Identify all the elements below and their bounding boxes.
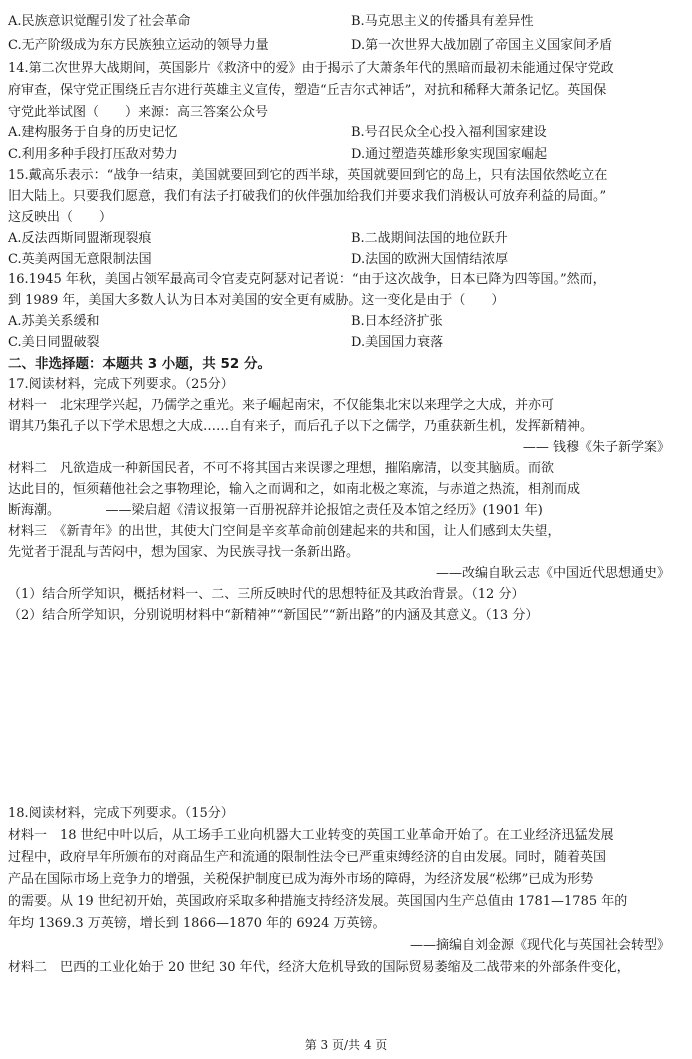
q16-option-b: B.日本经济扩张 bbox=[351, 314, 443, 329]
q13-option-d: D.第一次世界大战加剧了帝国主义国家间矛盾 bbox=[351, 38, 613, 53]
q16-option-c: C.美日同盟破裂 bbox=[8, 335, 100, 350]
q17-intro: 17.阅读材料，完成下列要求。（25分） bbox=[8, 377, 234, 392]
q17-question-2: （2）结合所学知识，分别说明材料中“新精神”“新国民”“新出路”的内涵及其意义。（13 分） bbox=[8, 608, 539, 623]
q15-stem-line: 15.戴高乐表示：“战争一结束，美国就要回到它的西半球，英国就要回到它的岛上，只有法国依然屹立在 bbox=[8, 168, 608, 183]
q13-option-b: B.马克思主义的传播具有差异性 bbox=[351, 14, 534, 29]
q15-option-a: A.反法西斯同盟渐现裂痕 bbox=[8, 231, 152, 246]
q18-material-1-line: 的需要。从 19 世纪初开始，英国政府采取多种措施支持经济发展。英国国内生产总值由 1781—1785 年的 bbox=[8, 894, 628, 909]
q18-material-1-line: 材料一 18 世纪中叶以后，从工场手工业向机器大工业转变的英国工业革命开始了。在工业经济迅猛发展 bbox=[8, 828, 614, 843]
q16-stem-line: 到 1989 年，美国大多数人认为日本对美国的安全更有威胁。这一变化是由于（ ） bbox=[8, 293, 505, 308]
section-2-heading: 二、非选择题：本题共 3 小题，共 52 分。 bbox=[8, 356, 271, 372]
q13-option-a: A.民族意识觉醒引发了社会革命 bbox=[8, 14, 191, 29]
q15-stem-line: 旧大陆上。只要我们愿意，我们有法子打破我们的伙伴强加给我们并要求我们消极认可放弃利益的局面。” bbox=[8, 189, 607, 204]
q14-option-row bbox=[8, 125, 688, 141]
q17-material-2-line: 断海潮。 ——梁启超《清议报第一百册祝辞并论报馆之责任及本馆之经历》(1901 年) bbox=[8, 503, 543, 518]
q17-material-1-line: 材料一 北宋理学兴起，乃儒学之重光。来子崛起南宋，不仅能集北宋以来理学之大成，并亦可 bbox=[8, 398, 555, 413]
q14-stem-line: 14.第二次世界大战期间，英国影片《救济中的爱》由于揭示了大萧条年代的黑暗而最初未能通过保守党政 bbox=[8, 61, 614, 76]
q15-option-row bbox=[8, 252, 688, 268]
q17-material-3-line: 材料三 《新青年》的出世，其使大门空间是辛亥革命前创建起来的共和国，让人们感到太失望， bbox=[8, 524, 561, 539]
q16-option-row bbox=[8, 335, 688, 351]
q16-stem-line: 16.1945 年秋，美国占领军最高司令官麦克阿瑟对记者说：“由于这次战争，日本已降为四等国。”然而， bbox=[8, 272, 606, 287]
q18-intro: 18.阅读材料，完成下列要求。（15分） bbox=[8, 806, 234, 821]
q16-option-row bbox=[8, 314, 688, 330]
q17-material-2-line: 材料二 凡欲造成一种新国民者，不可不将其国古来误谬之理想，摧陷廓清，以变其脑质。而欲 bbox=[8, 461, 555, 476]
q18-material-1-line: 年均 1369.3 万英镑，增长到 1866—1870 年的 6924 万英镑。 bbox=[8, 916, 386, 931]
q14-option-b: B.号召民众全心投入福利国家建设 bbox=[351, 125, 547, 140]
q15-option-d: D.法国的欧洲大国情结浓厚 bbox=[351, 252, 509, 267]
q13-option-row bbox=[8, 38, 688, 54]
q16-option-a: A.苏美关系缓和 bbox=[8, 314, 100, 329]
q15-option-c: C.英美两国无意限制法国 bbox=[8, 252, 152, 267]
q17-material-3-source: ——改编自耿云志《中国近代思想通史》 bbox=[435, 566, 670, 581]
q14-option-row bbox=[8, 147, 688, 163]
q18-material-1-source: ——摘编自刘金源《现代化与英国社会转型》 bbox=[409, 938, 670, 953]
q17-question-1: （1）结合所学知识，概括材料一、二、三所反映时代的思想特征及其政治背景。（12 分） bbox=[8, 587, 525, 602]
q17-material-3-line: 先觉者于混乱与苦闷中，想为国家、为民族寻找一条新出路。 bbox=[8, 545, 360, 560]
page-number: 第 3 页/共 4 页 bbox=[304, 1038, 388, 1052]
q15-option-row bbox=[8, 231, 688, 247]
q14-stem-line: 守党此举试图（ ）来源：高三答案公众号 bbox=[8, 105, 269, 120]
q13-option-c: C.无产阶级成为东方民族独立运动的领导力量 bbox=[8, 38, 269, 53]
q18-material-1-line: 产品在国际市场上竞争力的增强，关税保护制度已成为海外市场的障碍，为经济发展“松绑”已成为形势 bbox=[8, 872, 594, 887]
q17-material-2-line: 达此目的，恒须藉他社会之事物理论，输入之而调和之，如南北极之寒流，与赤道之热流，相剂而成 bbox=[8, 482, 581, 497]
q17-material-1-line: 谓其乃集孔子以下学术思想之大成……自有来子，而后孔子以下之儒学，乃重获新生机，发挥新精神。 bbox=[8, 419, 594, 434]
q18-material-1-line: 过程中，政府早年所颁布的对商品生产和流通的限制性法令已严重束缚经济的自由发展。同时，随着英国 bbox=[8, 850, 607, 865]
q15-option-b: B.二战期间法国的地位跃升 bbox=[351, 231, 508, 246]
q14-option-c: C.利用多种手段打压敌对势力 bbox=[8, 147, 178, 162]
q18-material-2-line: 材料二 巴西的工业化始于 20 世纪 30 年代，经济大危机导致的国际贸易萎缩及二战带来的外部条件变化， bbox=[8, 960, 630, 975]
q13-option-row bbox=[8, 14, 688, 30]
q14-stem-line: 府审查，保守党正围绕丘吉尔进行英雄主义宣传，塑造“丘吉尔式神话”，对抗和稀释大萧条记忆。英国保 bbox=[8, 83, 607, 98]
q15-stem-line: 这反映出（ ） bbox=[8, 210, 113, 225]
q14-option-d: D.通过塑造英雄形象实现国家崛起 bbox=[351, 147, 548, 162]
q16-option-d: D.美国国力衰落 bbox=[351, 335, 444, 350]
q14-option-a: A.建构服务于自身的历史记忆 bbox=[8, 125, 178, 140]
q17-material-1-source: —— 钱穆《朱子新学案》 bbox=[522, 440, 670, 455]
